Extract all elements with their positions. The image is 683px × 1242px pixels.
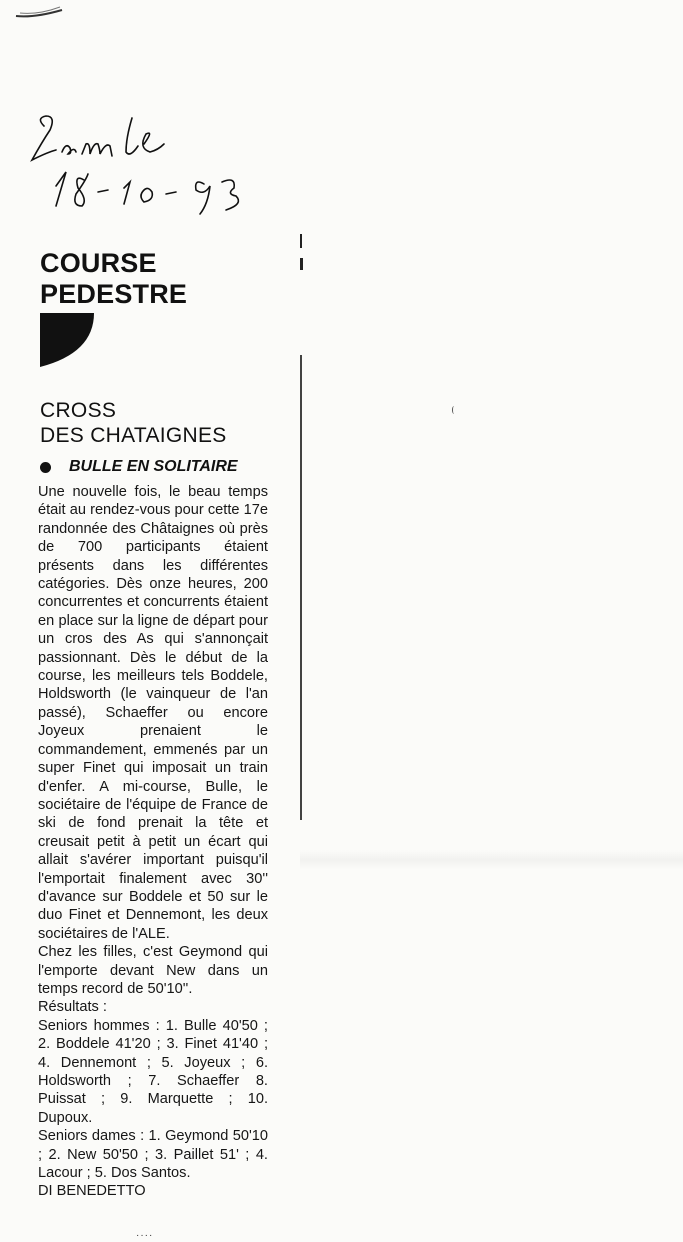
article-subhead (40, 458, 238, 476)
article-paragraph: Une nouvelle fois, le beau temps était au rendez-vous pour cette 17e randonnée des Châtaignes où près de 700 participants étaient présents dans les différentes catégories. Dès onze heures, 200 concurrentes et concurrents étaient en place sur la ligne de départ pour un cros des As qui s'annonçait passionnant. Dès le début de la course, les meilleurs tels Boddele, Holdsworth (le vainqueur de l'an passé), Schaeffer ou encore Joyeux prenaient le commandement, emmenés par un super Finet qui imposait un train d'enfer. A mi-course, Bulle, le sociétaire de l'équipe de France de ski de fond prenait la tête et creusait petit à petit un écart qui allait s'avérer important puisqu'il l'emportait finalement avec 30'' d'avance sur Boddele et 50 sur le duo Finet et Dennemont, les deux sociétaires de l'ALE. (38, 484, 268, 942)
results-men: Seniors hommes : 1. Bulle 40'50 ; 2. Boddele 41'20 ; 3. Finet 41'40 ; 4. Dennemont ; 5. Joyeux ; 6. Holdsworth ; 7. Schaeffer 8. Puissat ; 9. Marquette ; 10. Dupoux. (38, 1017, 268, 1126)
subhead-text: BULLE EN SOLITAIRE (69, 458, 238, 475)
article-body (38, 483, 268, 1201)
headline-line: DES CHATAIGNES (40, 424, 227, 447)
results-women: Seniors dames : 1. Geymond 50'10 ; 2. New 50'50 ; 3. Paillet 51' ; 4. Lacour ; 5. Dos Santos. (38, 1128, 268, 1182)
scan-fold-shadow (300, 850, 683, 870)
scan-speck (452, 406, 456, 414)
scan-clip-mark (14, 6, 64, 20)
article-byline: DI BENEDETTO (38, 1183, 146, 1200)
article-paragraph: Chez les filles, c'est Geymond qui l'emporte devant New dans un temps record de 50'10''. (38, 944, 268, 997)
headline-line: CROSS (40, 399, 117, 422)
results-heading: Résultats : (38, 999, 107, 1016)
bullet-icon (40, 462, 51, 473)
scan-edge-line-top (300, 234, 302, 248)
handwritten-date-drawing (26, 108, 266, 218)
handwritten-date-note (26, 108, 266, 218)
scan-edge-line-short (300, 258, 303, 270)
section-kicker: COURSE PEDESTRE (40, 248, 188, 309)
end-mark: ···· (136, 1230, 154, 1241)
article-headline (40, 398, 227, 448)
scan-edge-line-long (300, 355, 302, 820)
section-wedge-icon (40, 313, 94, 367)
